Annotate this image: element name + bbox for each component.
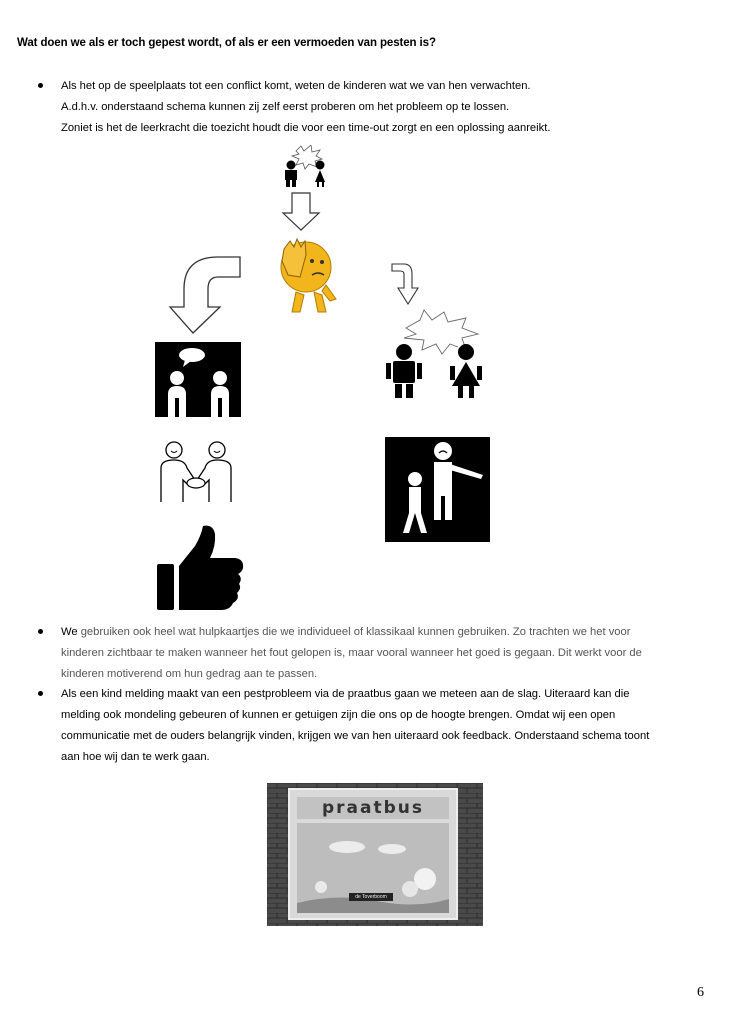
bullet-conflict-line2: A.d.h.v. onderstaand schema kunnen zij zelf eerst proberen om het probleem op te lossen. bbox=[61, 101, 510, 113]
bullet-conflict-line1: Als het op de speelplaats tot een conflict komt, weten de kinderen wat we van hen verwachten. bbox=[61, 80, 531, 92]
thumbs-up-icon bbox=[155, 522, 245, 612]
praatbus-plaque: de Toverboom bbox=[355, 894, 387, 900]
praatbus-sign: praatbus bbox=[321, 798, 424, 818]
bullet-dot bbox=[38, 83, 43, 88]
conflict-kids-icon bbox=[278, 145, 336, 191]
bullet-helpcards-line3: kinderen motiverend om hun gedrag aan te passen. bbox=[61, 668, 318, 680]
bullet-helpcards-lead: We bbox=[61, 626, 78, 638]
bullet-praatbus-line1: Als een kind melding maakt van een pestprobleem via de praatbus gaan we meteen aan de slag. Uiteraard kan die bbox=[61, 688, 630, 700]
page-heading: Wat doen we als er toch gepest wordt, of als er een vermoeden van pesten is? bbox=[17, 37, 436, 49]
angry-kids-icon bbox=[386, 308, 494, 400]
arrow-down-icon bbox=[281, 192, 321, 232]
bullet-praatbus-line2: melding ook mondeling gebeuren of kunnen er getuigen zijn die ons op de hoogte brengen. Omdat wij een open bbox=[61, 709, 616, 721]
bullet-praatbus-line4: aan hoe wij dan te werk gaan. bbox=[61, 751, 210, 763]
stop-hand-smiley-icon bbox=[276, 237, 340, 315]
bullet-helpcards-line2: kinderen zichtbaar te maken wanneer het fout gelopen is, maar vooral wanneer het goed is gegaan. Dit werkt voor de bbox=[61, 647, 642, 659]
bullet-helpcards bbox=[38, 622, 718, 685]
bullet-praatbus-line3: communicatie met de ouders belangrijk vinden, krijgen we van hen uiteraard ook feedback. Onderstaand schema toont bbox=[61, 730, 650, 742]
bullet-dot bbox=[38, 691, 43, 696]
bullet-praatbus bbox=[38, 684, 718, 768]
handshake-icon bbox=[155, 440, 237, 504]
curved-arrow-left-icon bbox=[168, 255, 244, 335]
bullet-helpcards-line1: gebruiken ook heel wat hulpkaartjes die we individueel of klassikaal kunnen gebruiken. Zo trachten we het voor bbox=[77, 626, 631, 638]
bullet-dot bbox=[38, 629, 43, 634]
praatbus-photo bbox=[267, 783, 483, 926]
bullet-conflict-line3: Zoniet is het de leerkracht die toezicht houdt die voor een time-out zorgt en een oplossing aanreikt. bbox=[61, 122, 551, 134]
small-arrow-right-icon bbox=[390, 262, 422, 306]
teacher-sends-away-icon bbox=[385, 437, 490, 542]
page-number: 6 bbox=[697, 985, 704, 1000]
bullet-conflict bbox=[38, 76, 718, 139]
talking-kids-icon bbox=[155, 342, 241, 417]
